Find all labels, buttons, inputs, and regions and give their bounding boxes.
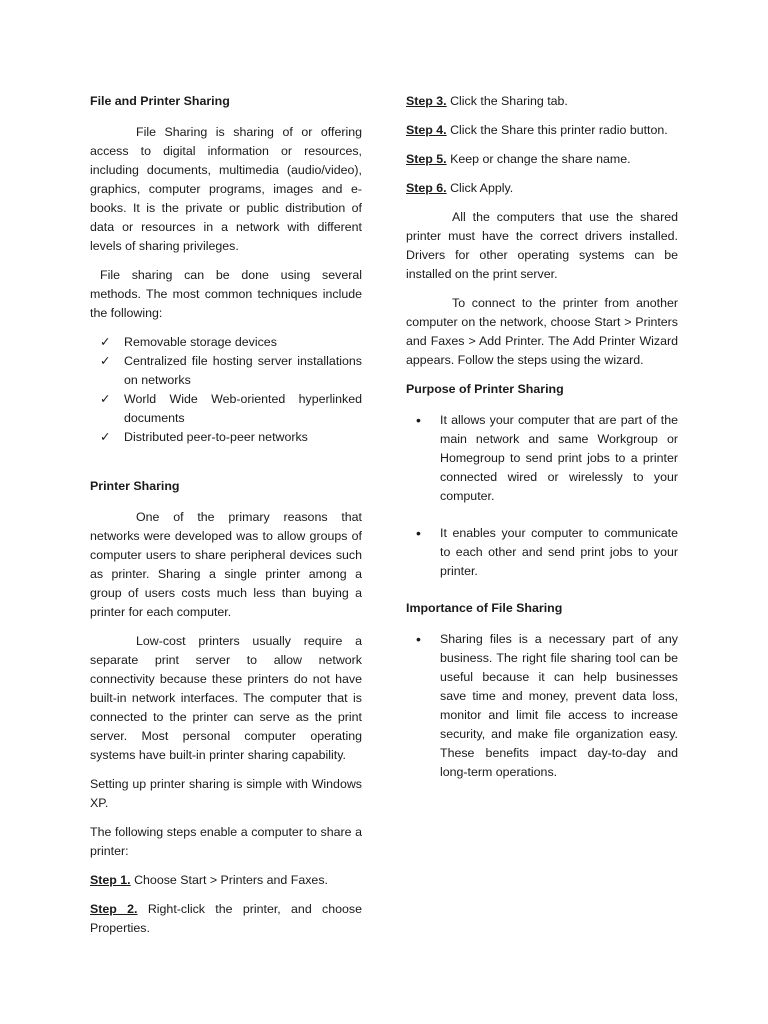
step-text: Choose Start > Printers and Faxes. bbox=[130, 873, 328, 887]
bullet-icon: • bbox=[416, 412, 421, 428]
list-item: ✓ Centralized file hosting server installations on networks bbox=[100, 354, 362, 387]
importance-list bbox=[406, 630, 678, 782]
list-item: ✓ World Wide Web-oriented hyperlinked documents bbox=[100, 392, 362, 425]
list-item: • Sharing files is a necessary part of any business. The right file sharing tool can be useful because it can help businesses save time and money, prevent data loss, monitor and limit file access to increase security, and make file organization easy. These benefits impact day-to-day and long-term operations. bbox=[416, 631, 678, 779]
purpose-heading: Purpose of Printer Sharing bbox=[406, 382, 564, 396]
techniques-list bbox=[90, 333, 362, 447]
printer-sharing-heading: Printer Sharing bbox=[90, 479, 180, 493]
step-text: Keep or change the share name. bbox=[446, 152, 631, 166]
connect-printer-paragraph: To connect to the printer from another computer on the network, choose Start > Printers and Faxes > Add Printer. The Add Printer Wizard appears. Follow the steps using the wizard. bbox=[406, 296, 678, 367]
list-item: • It allows your computer that are part of the main network and same Workgroup or Homegroup to send print jobs to a printer connected wired or wirelessly to your computer. bbox=[416, 412, 678, 503]
step-6 bbox=[406, 179, 678, 198]
step-text: Click Apply. bbox=[446, 181, 514, 195]
file-sharing-definition: File Sharing is sharing of or offering access to digital information or resources, including documents, multimedia (audio/video), graphics, computer programs, images and e-books. It is the private or public distribution of data or resources in a network with different levels of sharing privileges. bbox=[90, 125, 362, 253]
step-text: Click the Share this printer radio button. bbox=[446, 123, 668, 137]
step-5 bbox=[406, 150, 678, 169]
step-label: Step 1. bbox=[90, 873, 131, 887]
step-label: Step 3. bbox=[406, 94, 447, 108]
step-2 bbox=[90, 900, 362, 938]
bullet-icon: • bbox=[416, 631, 421, 647]
printer-sharing-paragraph-2: Low-cost printers usually require a separate print server to allow network connectivity because these printers do not have built-in network interfaces. The computer that is connected to the printer can serve as the print server. Most personal computer operating systems have built-in printer sharing capability. bbox=[90, 634, 362, 762]
importance-heading: Importance of File Sharing bbox=[406, 601, 563, 615]
printer-sharing-paragraph-3: Setting up printer sharing is simple with Windows XP. bbox=[90, 777, 362, 810]
printer-sharing-paragraph-4: The following steps enable a computer to share a printer: bbox=[90, 825, 362, 858]
bullet-icon: • bbox=[416, 525, 421, 541]
step-label: Step 5. bbox=[406, 152, 447, 166]
step-3 bbox=[406, 92, 678, 111]
checkmark-icon: ✓ bbox=[100, 335, 111, 349]
printer-sharing-paragraph-1: One of the primary reasons that networks were developed was to allow groups of computer users to share peripheral devices such as printer. Sharing a single printer among a group of users costs much less than buying a printer for each computer. bbox=[90, 510, 362, 619]
purpose-list bbox=[406, 411, 678, 581]
list-item: • It enables your computer to communicate to each other and send print jobs to your printer. bbox=[416, 525, 678, 578]
drivers-paragraph: All the computers that use the shared printer must have the correct drivers installed. Drivers for other operating systems can be installed on the print server. bbox=[406, 210, 678, 281]
step-1 bbox=[90, 871, 362, 890]
step-label: Step 4. bbox=[406, 123, 447, 137]
step-label: Step 2. bbox=[90, 902, 138, 916]
step-4 bbox=[406, 121, 678, 140]
list-item: ✓ Distributed peer-to-peer networks bbox=[90, 428, 362, 447]
file-sharing-heading: File and Printer Sharing bbox=[90, 94, 230, 108]
right-column bbox=[406, 92, 678, 800]
step-text: Right-click the printer, and choose Properties. bbox=[90, 902, 362, 935]
step-label: Step 6. bbox=[406, 181, 447, 195]
checkmark-icon: ✓ bbox=[100, 430, 111, 444]
checkmark-icon: ✓ bbox=[100, 392, 111, 406]
file-sharing-methods-intro: File sharing can be done using several methods. The most common techniques include the following: bbox=[90, 268, 362, 320]
list-item: ✓ Removable storage devices bbox=[90, 333, 362, 352]
left-column bbox=[90, 92, 362, 948]
step-text: Click the Sharing tab. bbox=[446, 94, 568, 108]
checkmark-icon: ✓ bbox=[100, 354, 111, 368]
